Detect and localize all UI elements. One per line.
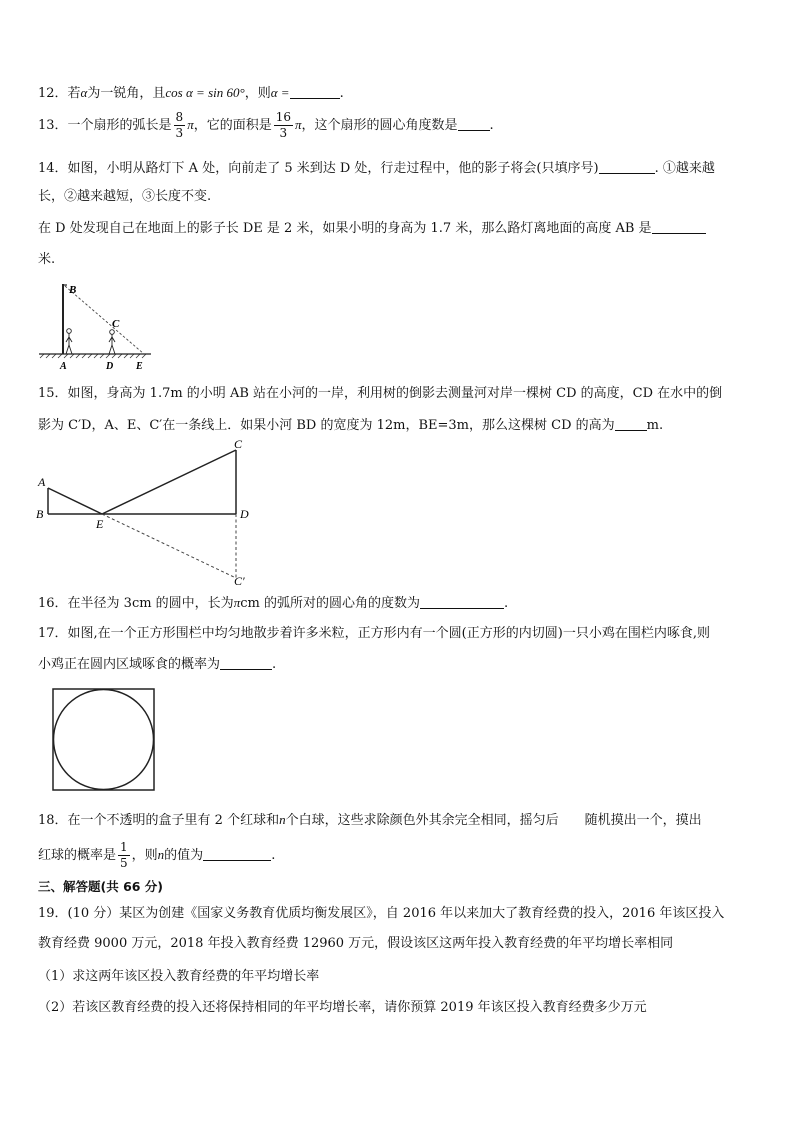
question-19-line-1: 19．(10 分）某区为创建《国家义务教育优质均衡发展区》，自 2016 年以来加大了教育经费的投入，2016 年该区投入 (38, 906, 725, 921)
answer-blank (203, 848, 271, 861)
question-15-line-1: 15．如图，身高为 1.7m 的小明 AB 站在小河的一岸，利用树的倒影去测量河对岸一棵树 CD 的高度，CD 在水中的倒 (38, 386, 723, 401)
answer-blank (652, 221, 706, 234)
question-19-part-1: （1）求这两年该区投入教育经费的年平均增长率 (38, 969, 320, 984)
streetlight-figure (36, 279, 166, 371)
question-12: 12．若α为一锐角，且cos α = sin 60°，则α = . (38, 85, 344, 101)
label-b: B (69, 284, 77, 296)
answer-blank (458, 118, 490, 131)
answer-blank (420, 596, 504, 609)
question-19-line-2: 教育经费 9000 万元，2018 年投入教育经费 12960 万元，假设该区这两年投入教育经费的年平均增长率相同 (38, 936, 674, 951)
question-14-line-3: 在 D 处发现自己在地面上的影子长 DE 是 2 米，如果小明的身高为 1.7 米，那么路灯离地面的高度 AB 是 (38, 221, 706, 235)
segment-ec-prime (102, 514, 236, 578)
light-ray (65, 286, 144, 354)
label-a: A (60, 361, 67, 371)
question-17-line-1: 17．如图,在一个正方形围栏中均匀地散步着许多米粒，正方形内有一个圆(正方形的内切圆)一只小鸡在围栏内啄食,则 (38, 626, 710, 641)
question-14-line-1: 14．如图，小明从路灯下 A 处，向前走了 5 米到达 D 处，行走过程中，他的影子将会(只填序号) . ①越来越 (38, 161, 715, 176)
answer-blank (220, 657, 272, 670)
label-a: A (38, 475, 46, 489)
label-e: E (96, 517, 104, 531)
question-13: 13．一个扇形的弧长是 $\frac{8}{3}$ π，它的面积是 $\frac{16}{3}$ π，这个扇形的圆心角度数是 . (38, 110, 494, 140)
label-d: D (240, 507, 249, 521)
person-at-a (66, 329, 72, 354)
question-17-line-2: 小鸡正在圆内区域啄食的概率为 . (38, 657, 277, 672)
answer-blank (615, 418, 647, 431)
person-at-d (109, 330, 115, 354)
answer-blank (599, 161, 655, 174)
label-b: B (36, 507, 44, 521)
q12-equation: cos α = sin 60° (165, 85, 245, 100)
segment-ec (102, 450, 236, 514)
square-incircle-figure (52, 688, 156, 792)
label-d: D (106, 361, 114, 371)
label-c: C (112, 318, 120, 330)
label-e: E (136, 361, 143, 371)
question-15-line-2: 影为 C′D，A、E、C′在一条线上．如果小河 BD 的宽度为 12m，BE=3m，那么这棵树 CD 的高为 m. (38, 418, 664, 433)
question-16: 16．在半径为 3cm 的圆中，长为πcm 的弧所对的圆心角的度数为 . (38, 595, 509, 611)
question-19-part-2: （2）若该区教育经费的投入还将保持相同的年平均增长率，请你预算 2019 年该区投入教育经费多少万元 (38, 1000, 647, 1015)
label-c-prime: C′ (234, 574, 245, 588)
fraction-16-3: $\frac{16}{3}$ (275, 110, 291, 140)
inscribed-circle (54, 690, 154, 790)
river-reflection-figure (34, 438, 264, 590)
answer-blank (290, 86, 340, 99)
question-18-line-2: 红球的概率是 $\frac{1}{5}$ ，则n的值为 . (38, 840, 276, 870)
fraction-8-3: $\frac{8}{3}$ (175, 110, 184, 140)
section-3-title: 三、解答题(共 66 分) (38, 879, 164, 894)
label-c: C (234, 438, 243, 451)
segment-ae (48, 488, 102, 514)
question-14-line-2: 长，②越来越短，③长度不变. (38, 189, 212, 204)
alpha-symbol: α (80, 85, 88, 100)
fraction-1-5: $\frac{1}{5}$ (120, 840, 128, 870)
question-14-line-4: 米. (38, 252, 56, 267)
question-18-line-1: 18．在一个不透明的盒子里有 2 个红球和n个白球，这些求除颜色外其余完全相同，摇匀后 随机摸出一个，摸出 (38, 812, 702, 828)
ground-hatching (40, 354, 146, 358)
